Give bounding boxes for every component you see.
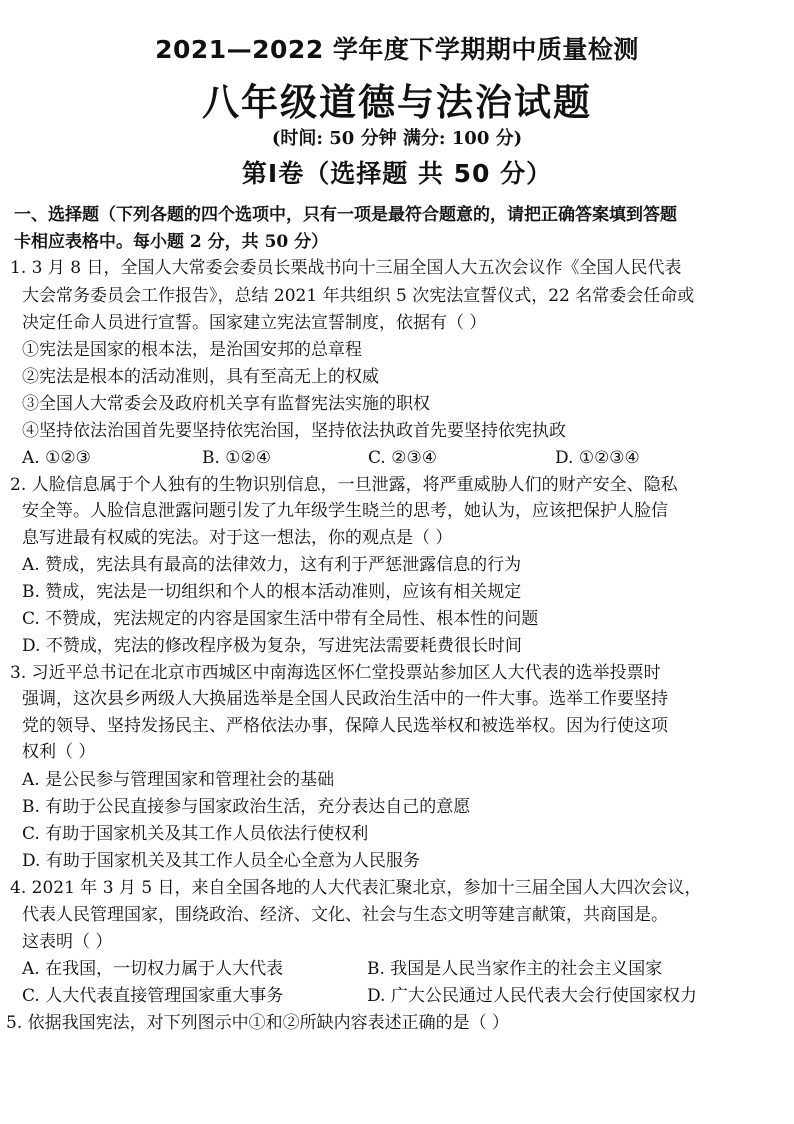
q2-stem-line: 2. 人脸信息属于个人独有的生物识别信息，一旦泄露，将严重威胁人们的财产安全、隐私 bbox=[10, 475, 678, 495]
exam-term-title: 2021—2022 学年度下学期期中质量检测 bbox=[155, 35, 639, 64]
q2-stem-line: 安全等。人脸信息泄露问题引发了九年级学生晓兰的思考，她认为，应该把保护人脸信 bbox=[22, 501, 668, 521]
q2-option-c: C. 不赞成，宪法规定的内容是国家生活中带有全局性、根本性的问题 bbox=[22, 609, 539, 629]
q2-stem-line: 息写进最有权威的宪法。对于这一想法，你的观点是（ ） bbox=[22, 528, 453, 548]
q4-option-c: C. 人大代表直接管理国家重大事务 bbox=[22, 986, 284, 1006]
q2-option-d: D. 不赞成，宪法的修改程序极为复杂，写进宪法需要耗费很长时间 bbox=[22, 636, 522, 656]
q4-option-a: A. 在我国，一切权力属于人大代表 bbox=[22, 959, 284, 979]
section-title: 第Ⅰ卷（选择题 共 50 分） bbox=[241, 159, 553, 188]
instructions-line: 卡相应表格中。每小题 2 分，共 50 分） bbox=[14, 232, 329, 252]
q2-option-a: A. 赞成，宪法具有最高的法律效力，这有利于严惩泄露信息的行为 bbox=[22, 555, 522, 575]
instructions-line: 一、选择题（下列各题的四个选项中，只有一项是最符合题意的，请把正确答案填到答题 bbox=[14, 205, 677, 225]
q3-stem-line: 权利（ ） bbox=[22, 742, 96, 762]
q4-stem-line: 这表明（ ） bbox=[22, 932, 113, 952]
q3-option-a: A. 是公民参与管理国家和管理社会的基础 bbox=[22, 770, 335, 790]
q1-option-d: D. ①②③④ bbox=[555, 448, 640, 468]
q1-stem-line: 1. 3 月 8 日，全国人大常委会委员长栗战书向十三届全国人大五次会议作《全国人民代表 bbox=[10, 258, 682, 278]
q4-option-d: D. 广大公民通过人民代表大会行使国家权力 bbox=[367, 986, 697, 1006]
q4-stem-line: 4. 2021 年 3 月 5 日，来自全国各地的人大代表汇聚北京，参加十三届全国人大四次会议， bbox=[10, 878, 702, 898]
q1-statement: ④坚持依法治国首先要坚持依宪治国，坚持依法执政首先要坚持依宪执政 bbox=[22, 421, 566, 441]
q1-option-b: B. ①②④ bbox=[202, 448, 272, 468]
q1-statement: ①宪法是国家的根本法，是治国安邦的总章程 bbox=[22, 340, 362, 360]
q3-option-c: C. 有助于国家机关及其工作人员依法行使权利 bbox=[22, 824, 369, 844]
q4-stem-line: 代表人民管理国家，围绕政治、经济、文化、社会与生态文明等建言献策，共商国是。 bbox=[22, 905, 668, 925]
q1-statement: ③全国人大常委会及政府机关享有监督宪法实施的职权 bbox=[22, 394, 430, 414]
q3-option-d: D. 有助于国家机关及其工作人员全心全意为人民服务 bbox=[22, 851, 420, 871]
q1-option-c: C. ②③④ bbox=[368, 448, 437, 468]
exam-title: 八年级道德与法治试题 bbox=[202, 81, 592, 124]
q1-stem-line: 大会常务委员会工作报告》，总结 2021 年共组织 5 次宪法宣誓仪式，22 名常委会任命或 bbox=[22, 286, 695, 306]
q4-option-b: B. 我国是人民当家作主的社会主义国家 bbox=[367, 959, 663, 979]
time-score-line: (时间: 50 分钟 满分: 100 分) bbox=[271, 128, 523, 149]
q3-stem-line: 党的领导、坚持发扬民主、严格依法办事，保障人民选举权和被选举权。因为行使这项 bbox=[22, 716, 668, 736]
q5-stem-line: 5. 依据我国宪法，对下列图示中①和②所缺内容表述正确的是（ ） bbox=[6, 1013, 510, 1033]
q1-option-a: A. ①②③ bbox=[22, 448, 91, 468]
q1-statement: ②宪法是根本的活动准则，具有至高无上的权威 bbox=[22, 367, 379, 387]
q1-stem-line: 决定任命人员进行宣誓。国家建立宪法宣誓制度，依据有（ ） bbox=[22, 313, 487, 333]
q3-stem-line: 强调，这次县乡两级人大换届选举是全国人民政治生活中的一件大事。选举工作要坚持 bbox=[22, 689, 668, 709]
q3-stem-line: 3. 习近平总书记在北京市西城区中南海选区怀仁堂投票站参加区人大代表的选举投票时 bbox=[10, 663, 661, 683]
q3-option-b: B. 有助于公民直接参与国家政治生活，充分表达自己的意愿 bbox=[22, 797, 471, 817]
q2-option-b: B. 赞成，宪法是一切组织和个人的根本活动准则，应该有相关规定 bbox=[22, 582, 522, 602]
